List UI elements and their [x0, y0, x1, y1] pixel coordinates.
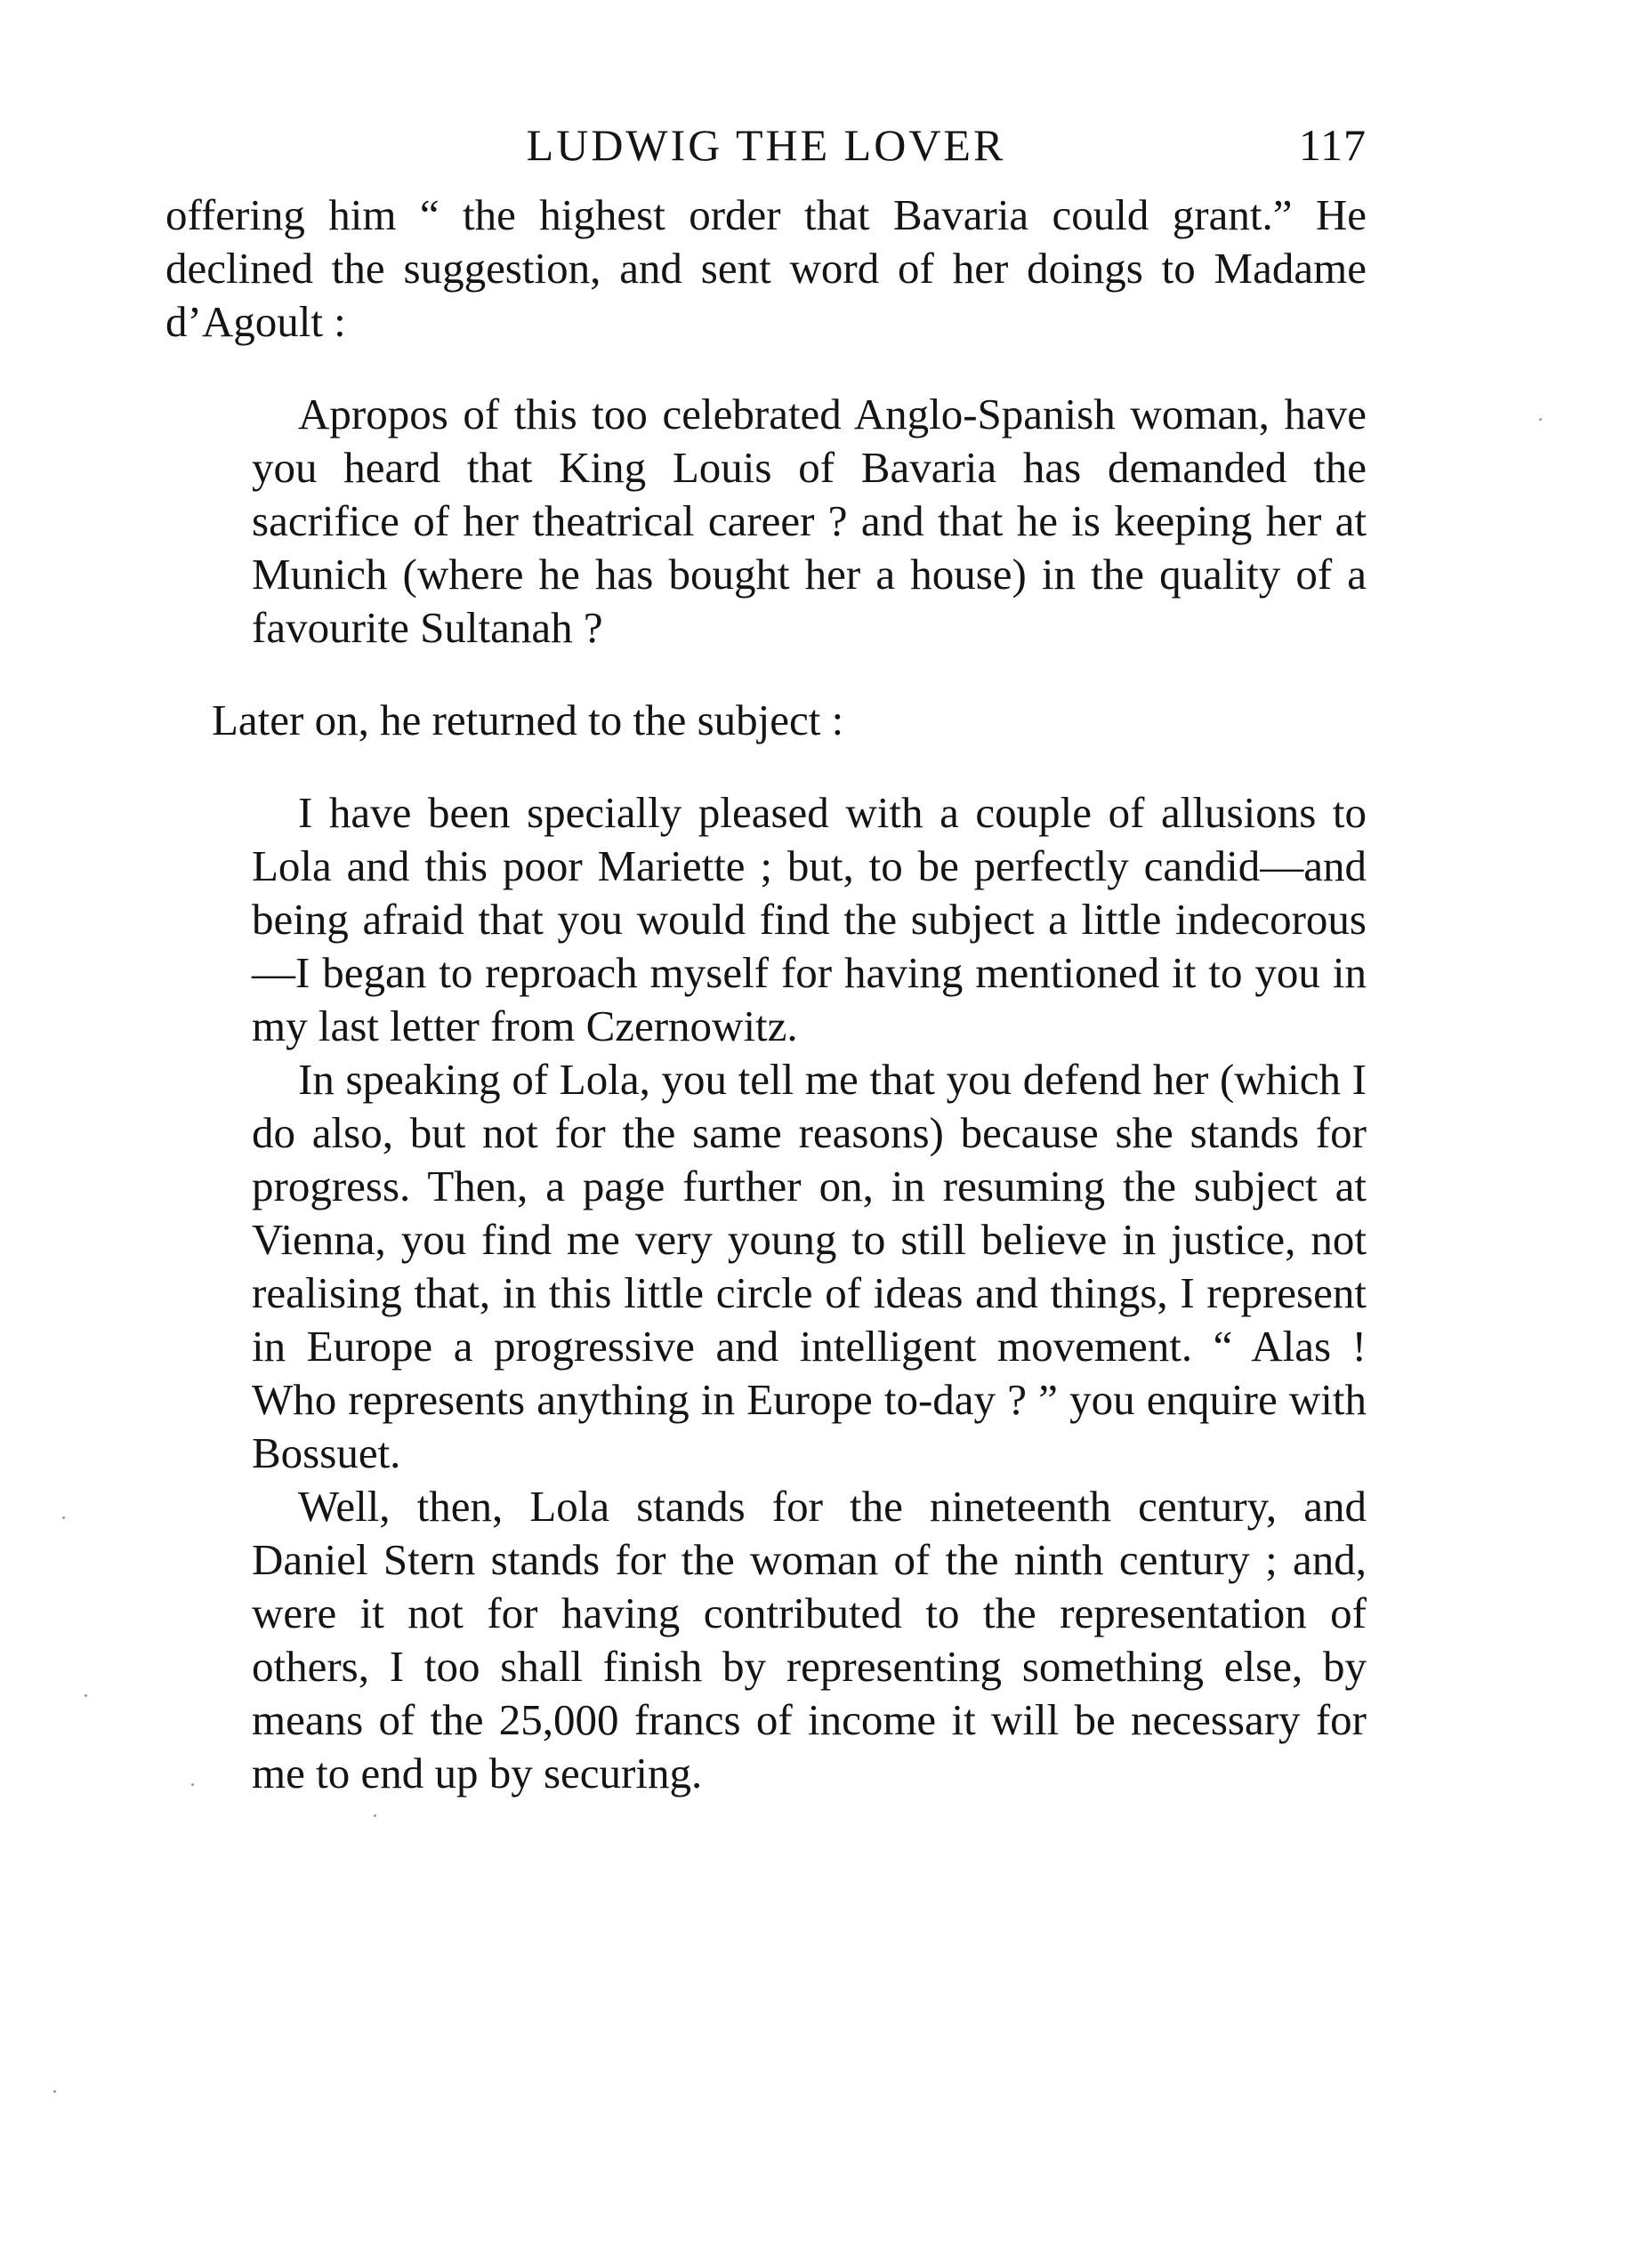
scan-speck — [191, 1783, 194, 1786]
page-number: 117 — [1298, 120, 1367, 170]
scan-speck — [85, 1694, 87, 1697]
scan-speck — [62, 1516, 65, 1519]
scan-speck — [53, 2090, 56, 2093]
scan-speck — [374, 1814, 376, 1817]
quote-allusions: I have been specially pleased with a couple of allusions to Lola and this poor Mariette ; but, to be perfectly candid—and being afraid that you would find the subject a little indecorous—I began to reproach myself for having mentioned it to you in my last letter from Czernowitz. — [252, 788, 1367, 1050]
quote-apropos: Apropos of this too celebrated Anglo-Spanish woman, have you heard that King Louis of Bavaria has demanded the sacrifice of her theatrical career ? and that he is keeping her at Munich (where he has bought her a house) in the quality of a favourite Sultanah ? — [252, 390, 1367, 652]
paragraph-intro: offering him “ the highest order that Bavaria could grant.” He declined the suggestion, and sent word of her doings to Madame d’Agoult : — [165, 190, 1367, 346]
paragraph-later-on: Later on, he returned to the subject : — [212, 696, 844, 744]
running-head — [165, 114, 1367, 176]
scan-speck — [1539, 418, 1542, 421]
quote-speaking-of-lola: In speaking of Lola, you tell me that you defend her (which I do also, but not for the same reasons) because she stands for progress. Then, a page further on, in resuming the subject at Vienna, you find me very young to still believe in justice, not realising that, in this little circle of ideas and things, I represent in Europe a progressive and intelligent movement. “ Alas ! Who represents anything in Europe to-day ? ” you enquire with Bossuet. — [252, 1055, 1367, 1477]
running-title: LUDWIG THE LOVER — [526, 120, 1006, 170]
body-text — [165, 189, 1367, 1800]
quote-well-then: Well, then, Lola stands for the nineteenth century, and Daniel Stern stands for the woman of the ninth century ; and, were it not for having contributed to the representation of others, I too shall finish by representing something else, by means of the 25,000 francs of income it will be necessary for me to end up by securing. — [252, 1482, 1367, 1798]
